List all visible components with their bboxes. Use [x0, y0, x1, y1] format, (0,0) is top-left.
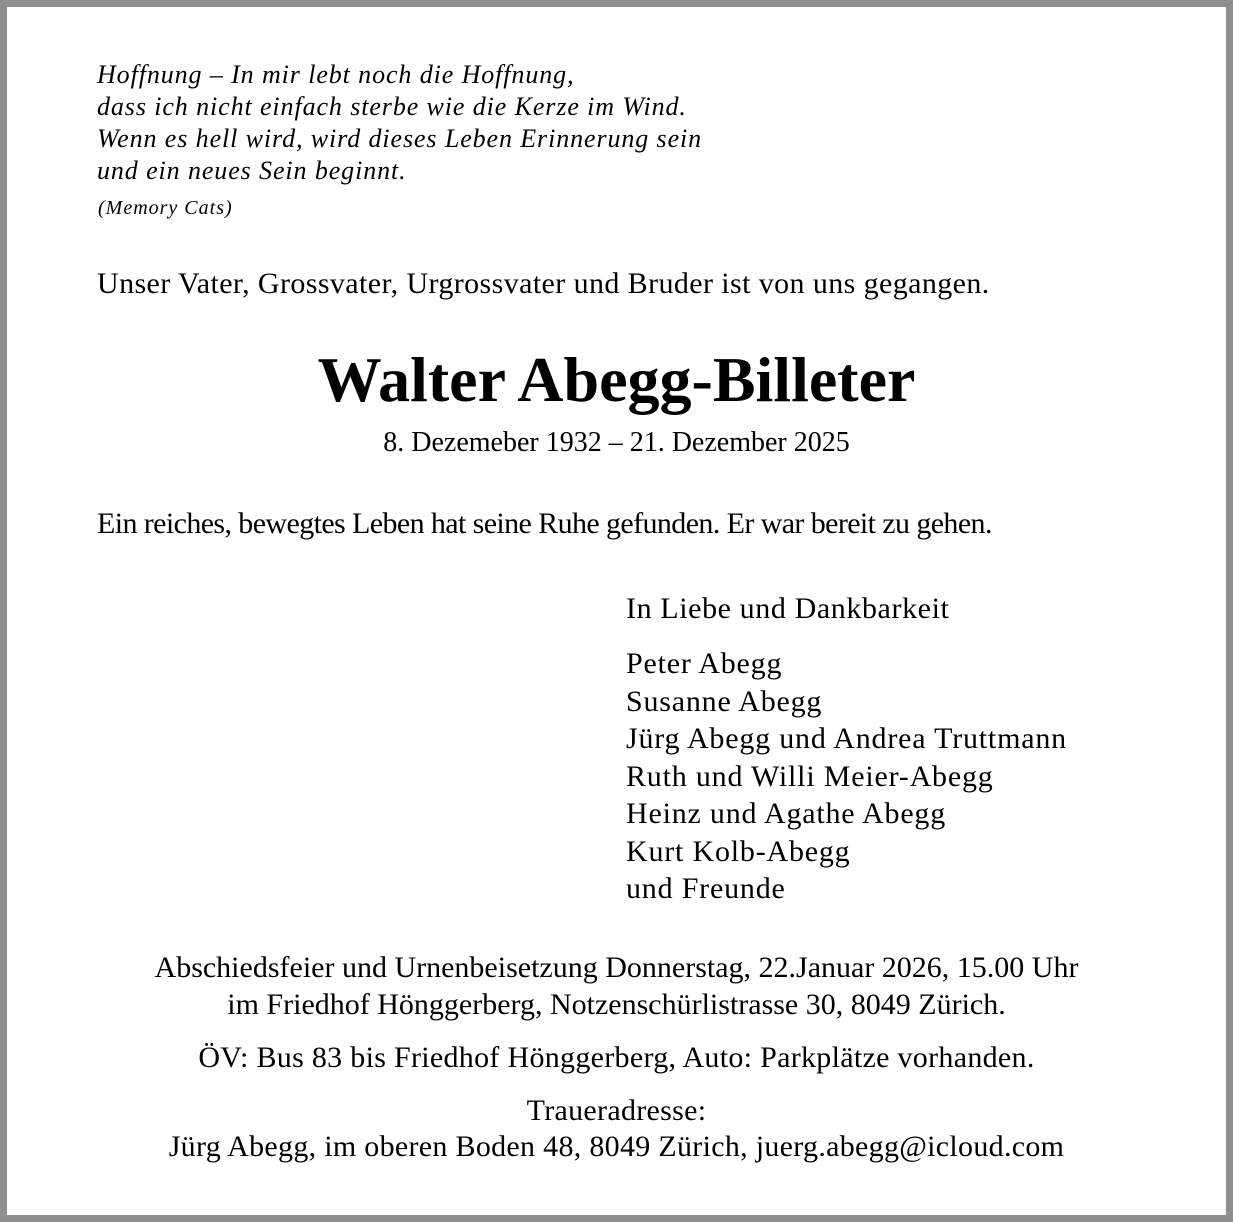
- mourner-item: und Freunde: [626, 872, 786, 905]
- poem-line: und ein neues Sein beginnt.: [97, 156, 407, 185]
- mourning-address: [7, 1093, 1226, 1165]
- address-label: Traueradresse:: [526, 1094, 707, 1127]
- address-value: Jürg Abegg, im oberen Boden 48, 8049 Zürich, juerg.abegg@icloud.com: [168, 1130, 1065, 1163]
- mourner-item: Jürg Abegg und Andrea Truttmann: [626, 722, 1067, 755]
- greeting-text: In Liebe und Dankbarkeit: [626, 592, 950, 625]
- transport-info: ÖV: Bus 83 bis Friedhof Hönggerberg, Auto: Parkplätze vorhanden.: [198, 1041, 1035, 1074]
- poem-line: Hoffnung – In mir lebt noch die Hoffnung,: [97, 60, 575, 89]
- poem-line: dass ich nicht einfach sterbe wie die Kerze im Wind.: [97, 92, 687, 121]
- life-dates: 8. Dezemeber 1932 – 21. Dezember 2025: [383, 427, 850, 458]
- mourner-item: Heinz und Agathe Abegg: [626, 797, 947, 830]
- poem-line: Wenn es hell wird, wird dieses Leben Erinnerung sein: [97, 124, 703, 153]
- poem: [97, 59, 702, 187]
- statement-text: Ein reiches, bewegtes Leben hat seine Ruhe gefunden. Er war bereit zu gehen.: [97, 507, 992, 540]
- mourner-item: Ruth und Willi Meier-Abegg: [626, 759, 994, 793]
- ceremony-location: im Friedhof Hönggerberg, Notzenschürlistrasse 30, 8049 Zürich.: [227, 988, 1006, 1021]
- ceremony-info: [7, 949, 1226, 1023]
- mourner-item: Peter Abegg: [626, 647, 783, 680]
- mourner-item: Kurt Kolb-Abegg: [626, 834, 851, 868]
- poem-source: (Memory Cats): [98, 197, 233, 219]
- mourners-list: [626, 645, 1067, 908]
- intro-text: Unser Vater, Grossvater, Urgrossvater und Bruder ist von uns gegangen.: [97, 267, 990, 300]
- deceased-name: Walter Abegg-Billeter: [317, 344, 916, 415]
- ceremony-line: Abschiedsfeier und Urnenbeisetzung Donnerstag, 22.Januar 2026, 15.00 Uhr: [154, 951, 1079, 984]
- mourner-item: Susanne Abegg: [626, 684, 823, 718]
- obituary-notice: [7, 7, 1226, 1215]
